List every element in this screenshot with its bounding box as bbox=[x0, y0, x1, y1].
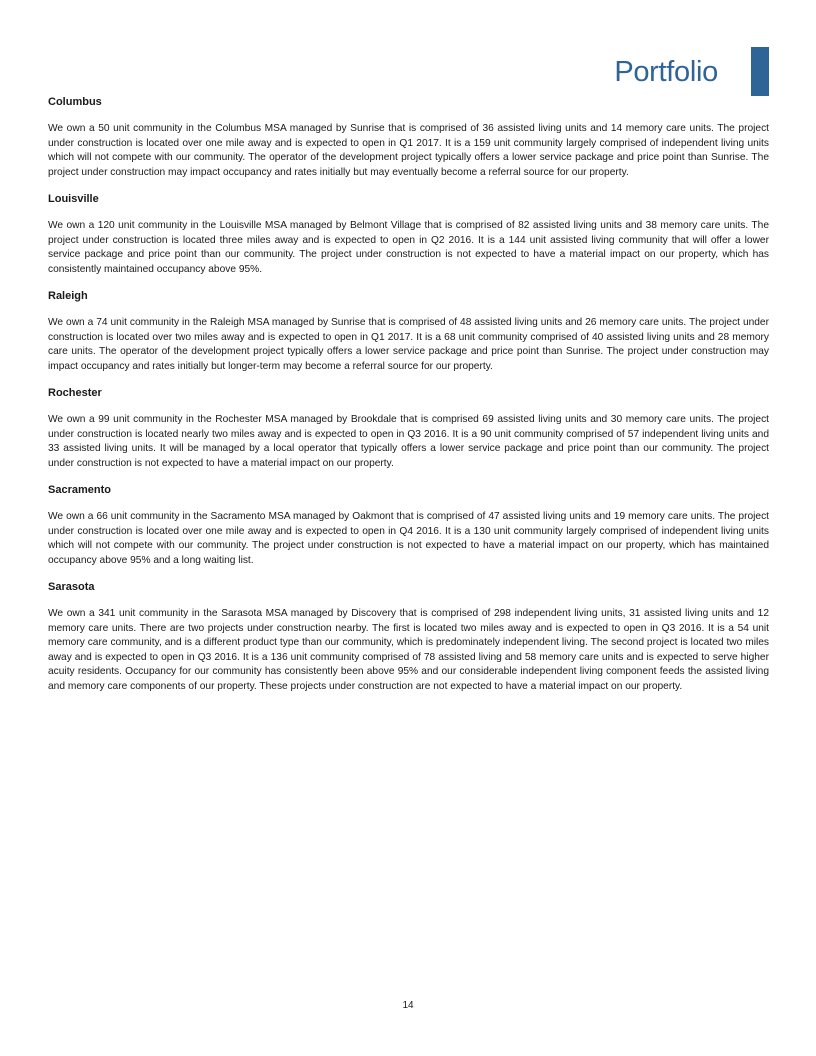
section-heading: Rochester bbox=[48, 387, 102, 399]
section-raleigh bbox=[48, 289, 769, 374]
section-heading: Louisville bbox=[48, 193, 99, 205]
section-heading: Sacramento bbox=[48, 484, 111, 496]
section-paragraph: We own a 120 unit community in the Louisville MSA managed by Belmont Village that is comprised of 82 assisted living units and 38 memory care units. The project under construction is located three miles away and is expected to open in Q2 2016. It is a 144 unit assisted living community that will offer a lower service package and price point than our community. The project under construction is not expected to have a material impact on our property, which has consistently maintained occupancy above 95%. bbox=[48, 220, 769, 275]
page-number: 14 bbox=[402, 1000, 414, 1011]
page-title: Portfolio bbox=[614, 56, 718, 88]
header-accent-bar bbox=[751, 47, 769, 96]
document-body bbox=[48, 95, 769, 706]
section-sarasota bbox=[48, 580, 769, 694]
section-paragraph: We own a 66 unit community in the Sacramento MSA managed by Oakmont that is comprised of 47 assisted living units and 19 memory care units. The project under construction is located over one mile away and is expected to open in Q4 2016. It is a 130 unit community largely comprised of independent living units which will not compete with our community. The project under construction is not expected to have a material impact on our property, which has maintained occupancy above 95% and a long waiting list. bbox=[48, 511, 769, 566]
section-heading: Raleigh bbox=[48, 290, 88, 302]
section-columbus bbox=[48, 95, 769, 180]
section-paragraph: We own a 99 unit community in the Rochester MSA managed by Brookdale that is comprised 69 assisted living units and 30 memory care units. The project under construction is located nearly two miles away and is expected to open in Q3 2016. It is a 90 unit community comprised of 57 independent living units and 33 assisted living units. It will be managed by a local operator that typically offers a lower service package and price point than our community. The project under construction is not expected to have a material impact on our property. bbox=[48, 414, 769, 469]
section-heading: Sarasota bbox=[48, 581, 95, 593]
section-heading: Columbus bbox=[48, 96, 102, 108]
section-rochester bbox=[48, 386, 769, 471]
section-paragraph: We own a 50 unit community in the Columbus MSA managed by Sunrise that is comprised of 36 assisted living units and 14 memory care units. The project under construction is located over one mile away and is expected to open in Q1 2017. It is a 159 unit community largely comprised of independent living units which will not compete with our community. The operator of the development project typically offers a lower service package and price point than Sunrise. The project under construction may impact occupancy and rates initially but may eventually become a referral source for our property. bbox=[48, 123, 769, 178]
section-paragraph: We own a 74 unit community in the Raleigh MSA managed by Sunrise that is comprised of 48 assisted living units and 26 memory care units. The project under construction is located over two miles away and is expected to open in Q1 2017. It is a 68 unit community comprised of 40 assisted living units and 28 memory care units. The operator of the development project typically offers a lower service package and price point than Sunrise. The project under construction may impact occupancy and rates initially but longer-term may become a referral source for our property. bbox=[48, 317, 769, 372]
section-sacramento bbox=[48, 483, 769, 568]
section-paragraph: We own a 341 unit community in the Sarasota MSA managed by Discovery that is comprised of 298 independent living units, 31 assisted living units and 12 memory care units. There are two projects under construction nearby. The first is located two miles away and is expected to open in Q3 2016. It is a 54 unit memory care community, and is a different product type than our community, which is predominately independent living. The second project is located two miles away and is expected to open in Q3 2016. It is a 136 unit community comprised of 78 assisted living and 58 memory care units and is expected to serve higher acuity residents. Occupancy for our community has consistently been above 95% and our considerable independent living component feeds the assisted living and memory care components of our property. These projects under construction are not expected to have a material impact on our property. bbox=[48, 608, 769, 692]
section-louisville bbox=[48, 192, 769, 277]
